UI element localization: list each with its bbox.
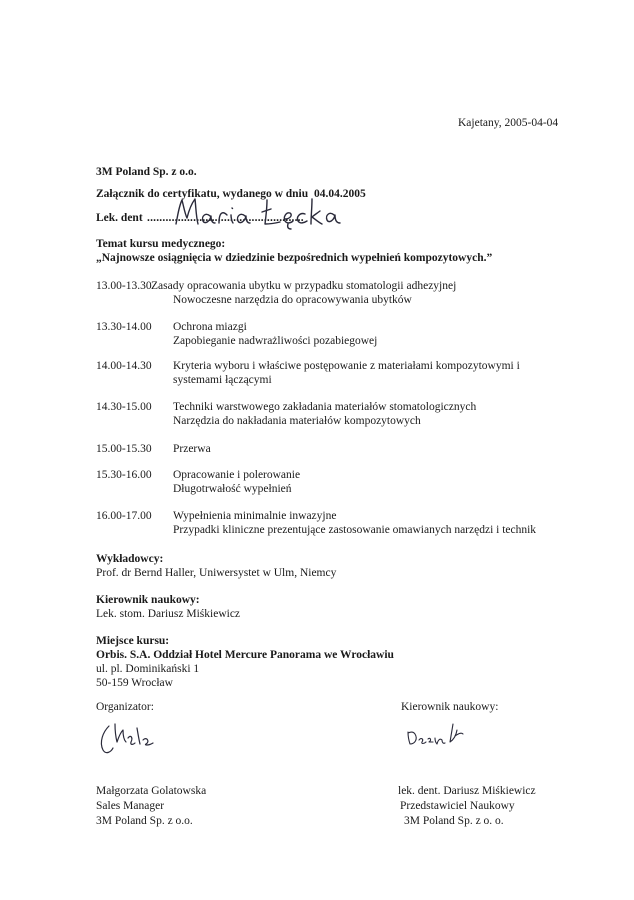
slot-time: 14.30-15.00 [96, 401, 152, 413]
slot-line: Wypełnienia minimalnie inwazyjne [173, 510, 337, 522]
head-title: Przedstawiciel Naukowy [400, 800, 515, 812]
slot-line: Długotrwałość wypełnień [173, 483, 292, 495]
slot-line: systemami łączącymi [173, 374, 272, 386]
slot-content [173, 468, 300, 496]
head-label: Kierownik naukowy: [401, 701, 499, 713]
head-name: lek. dent. Dariusz Miśkiewicz [398, 785, 536, 797]
venue-name: Orbis. S.A. Oddział Hotel Mercure Panorama we Wrocławiu [96, 649, 394, 661]
place-date: Kajetany, 2005-04-04 [458, 117, 559, 129]
slot-line: Zasady opracowania ubytku w przypadku stomatologii adhezyjnej [151, 280, 457, 292]
slot-line: Kryteria wyboru i właściwe postępowanie z materiałami kompozytowymi i [173, 360, 520, 372]
slot-content [173, 400, 476, 428]
slot-line: Opracowanie i polerowanie [173, 469, 301, 481]
course-topic-label: Temat kursu medycznego: [96, 238, 226, 250]
head-signature [405, 720, 475, 750]
organizer-signature [95, 718, 165, 758]
slot-content [173, 509, 536, 537]
scientific-head-label: Kierownik naukowy: [96, 594, 200, 606]
slot-line: Przerwa [173, 443, 211, 455]
head-company: 3M Poland Sp. z o. o. [404, 815, 504, 827]
slot-time: 16.00-17.00 [96, 510, 152, 522]
slot-content [173, 442, 211, 456]
organizer-label: Organizator: [96, 701, 154, 713]
attachment-date: 04.04.2005 [314, 188, 366, 200]
slot-content [151, 279, 456, 307]
slot-time: 15.30-16.00 [96, 469, 152, 481]
recipient-prefix: Lek. dent [96, 212, 143, 224]
organizer-name: Małgorzata Golatowska [96, 785, 207, 797]
slot-line: Narzędzia do nakładania materiałów kompozytowych [173, 415, 421, 427]
lecturers-label: Wykładowcy: [96, 553, 164, 565]
slot-content [173, 359, 520, 387]
venue-city: 50-159 Wrocław [96, 677, 173, 689]
lecturers-value: Prof. dr Bernd Haller, Uniwersystet w Ulm, Niemcy [96, 567, 337, 579]
slot-time: 13.30-14.00 [96, 321, 152, 333]
recipient-dots: ................................................... [147, 212, 304, 224]
lecturers-section [96, 552, 336, 580]
head-block [398, 784, 536, 829]
slot-content [173, 320, 377, 348]
company-name: 3M Poland Sp. z o.o. [96, 166, 197, 178]
slot-time: 13.00-13.30 [96, 280, 152, 292]
scientific-head-value: Lek. stom. Dariusz Miśkiewicz [96, 608, 241, 620]
scientific-head-section [96, 593, 240, 621]
slot-time: 14.00-14.30 [96, 360, 152, 372]
slot-line: Przypadki kliniczne prezentujące zastosowanie omawianych narzędzi i technik [173, 524, 537, 536]
recipient-signature [170, 194, 350, 232]
attachment-label: Załącznik do certyfikatu, wydanego w dniu [96, 188, 309, 200]
venue-label: Miejsce kursu: [96, 635, 170, 647]
slot-line: Zapobieganie nadwrażliwości pozabiegowej [173, 335, 378, 347]
course-topic-title: „Najnowsze osiągnięcia w dziedzinie bezpośrednich wypełnień kompozytowych.” [96, 252, 493, 264]
organizer-company: 3M Poland Sp. z o.o. [96, 815, 193, 827]
organizer-block [96, 784, 206, 829]
slot-line: Techniki warstwowego zakładania materiałów stomatologicznych [173, 401, 477, 413]
slot-line: Ochrona miazgi [173, 321, 247, 333]
venue-street: ul. pl. Dominikański 1 [96, 663, 200, 675]
organizer-title: Sales Manager [96, 800, 165, 812]
slot-line: Nowoczesne narzędzia do opracowywania ubytków [173, 294, 412, 306]
slot-time: 15.00-15.30 [96, 443, 152, 455]
venue-section [96, 634, 394, 690]
